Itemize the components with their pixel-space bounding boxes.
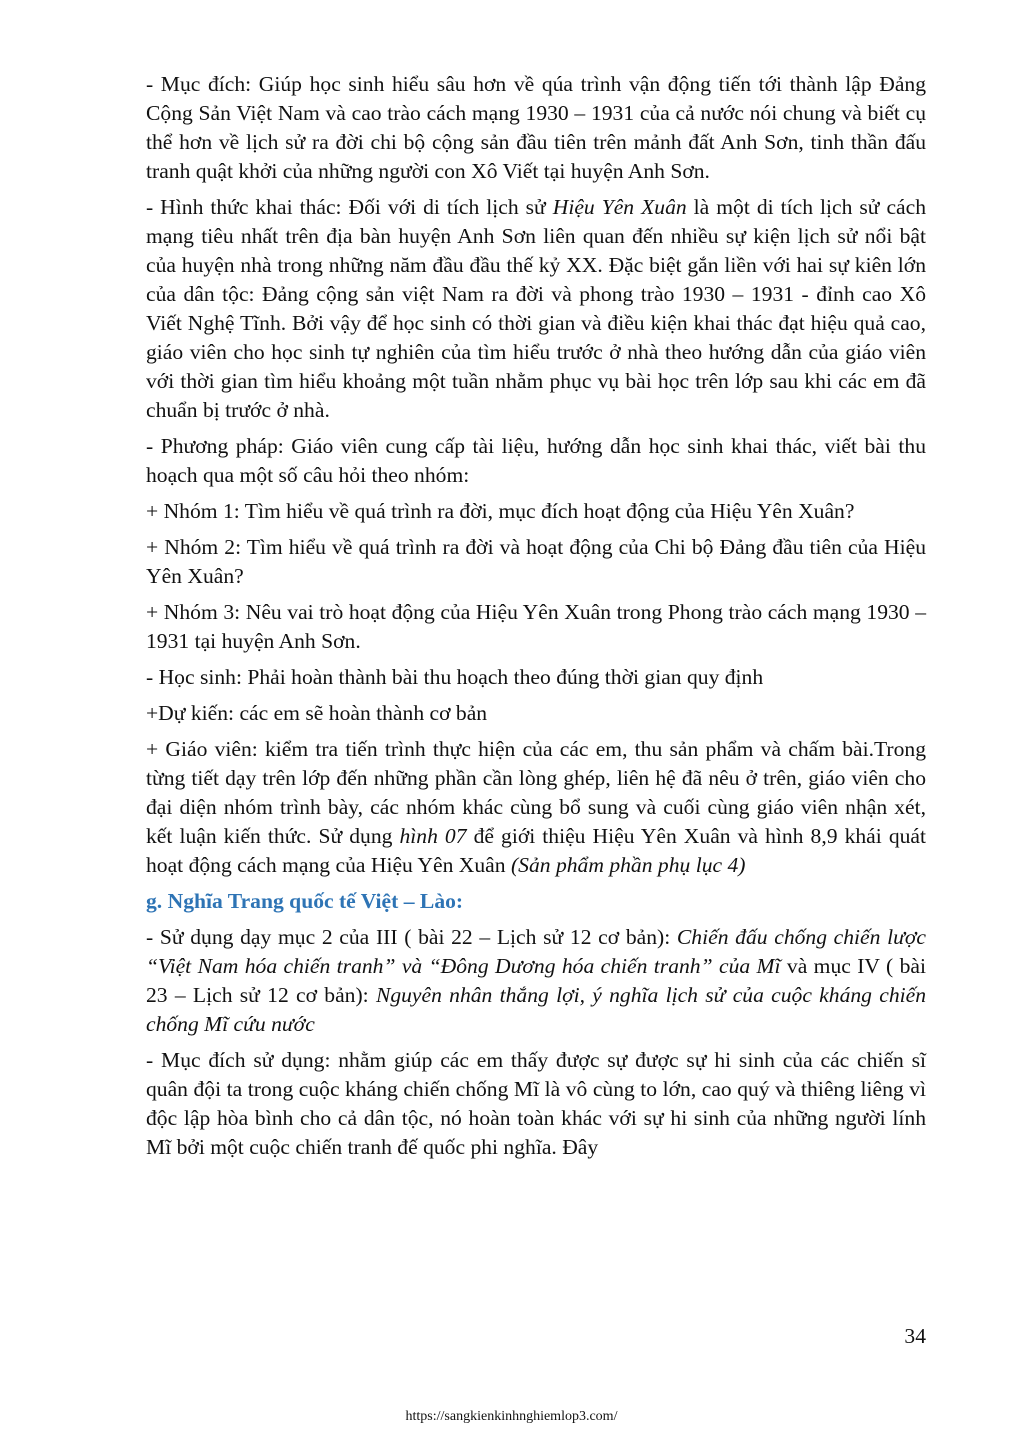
paragraph-muc-dich-su-dung — [146, 1046, 926, 1162]
paragraph-nhom-2 — [146, 533, 926, 591]
paragraph-text: - Sử dụng dạy mục 2 của III ( bài 22 – Lịch sử 12 cơ bản): — [146, 925, 677, 949]
paragraph-text: để giới thiệu Hiệu Yên Xuân và hình 8,9 khái quát hoạt động cách mạng của Hiệu Yên Xuân — [146, 824, 926, 877]
document-body — [146, 70, 926, 1169]
italic-term: Chiến đấu chống chiến lược “Việt Nam hóa chiến tranh” và “Đông Dương hóa chiến tranh” của Mĩ — [146, 925, 927, 978]
paragraph-text: + Nhóm 2: Tìm hiểu về quá trình ra đời và hoạt động của Chi bộ Đảng đầu tiên của Hiệu Yên Xuân? — [146, 535, 926, 588]
paragraph-du-kien — [146, 699, 926, 728]
paragraph-text: là một di tích lịch sử cách mạng tiêu nhất trên địa bàn huyện Anh Sơn liên quan đến nhiều sự kiện lịch sử nổi bật của huyện nhà trong những năm đầu đầu thế kỷ XX. Đặc biệt gắn liền với hai sự kiên lớn của dân tộc: Đảng cộng sản việt Nam ra đời và phong trào 1930 – 1931 - đỉnh cao Xô Viết Nghệ Tĩnh. Bởi vậy để học sinh có thời gian và điều kiện khai thác đạt hiệu quả cao, giáo viên cho học sinh tự nghiên của tìm hiểu trước ở nhà theo hướng dẫn của giáo viên với thời gian tìm hiểu khoảng một tuần nhằm phục vụ bài học trên lớp sau khi các em đã chuẩn bị trước ở nhà. — [146, 195, 926, 422]
paragraph-muc-dich — [146, 70, 926, 186]
paragraph-text: + Nhóm 3: Nêu vai trò hoạt động của Hiệu Yên Xuân trong Phong trào cách mạng 1930 – 1931 tại huyện Anh Sơn. — [146, 600, 926, 653]
paragraph-nhom-3 — [146, 598, 926, 656]
paragraph-hoc-sinh — [146, 663, 926, 692]
paragraph-text: +Dự kiến: các em sẽ hoàn thành cơ bản — [146, 701, 488, 725]
italic-term: hình 07 — [399, 824, 467, 848]
paragraph-text: - Học sinh: Phải hoàn thành bài thu hoạch theo đúng thời gian quy định — [146, 665, 764, 689]
paragraph-phuong-phap — [146, 432, 926, 490]
footer-url[interactable]: https://sangkienkinhnghiemlop3.com/ — [405, 1409, 618, 1424]
section-heading: g. Nghĩa Trang quốc tế Việt – Lào: — [146, 889, 464, 913]
paragraph-giao-vien — [146, 735, 926, 880]
italic-note: (Sản phẩm phần phụ lục 4) — [510, 853, 746, 877]
italic-term: Hiệu Yên Xuân — [552, 195, 687, 219]
paragraph-text: và mục IV ( bài 23 – Lịch sử 12 cơ bản): — [146, 954, 926, 1007]
paragraph-text: + Nhóm 1: Tìm hiểu về quá trình ra đời, mục đích hoạt động của Hiệu Yên Xuân? — [146, 499, 855, 523]
paragraph-nhom-1 — [146, 497, 926, 526]
paragraph-text: - Hình thức khai thác: Đối với di tích lịch sử — [146, 195, 553, 219]
paragraph-text: - Mục đích sử dụng: nhằm giúp các em thấy được sự được sự hi sinh của các chiến sĩ quân đội ta trong cuộc kháng chiến chống Mĩ là vô cùng to lớn, cao quý và thiêng liêng vì độc lập hòa bình cho cả dân tộc, nó hoàn toàn khác với sự hi sinh của những người lính Mĩ bởi một cuộc chiến tranh đế quốc phi nghĩa. Đây — [146, 1048, 926, 1159]
paragraph-hinh-thuc — [146, 193, 926, 425]
paragraph-text: + Giáo viên: kiểm tra tiến trình thực hiện của các em, thu sản phẩm và chấm bài.Trong từng tiết dạy trên lớp đến những phần cần lòng ghép, liên hệ đã nêu ở trên, giáo viên cho đại diện nhóm trình bày, các nhóm khác cùng bổ sung và cuối cùng giáo viên nhận xét, kết luận kiến thức. Sử dụng — [146, 737, 926, 848]
paragraph-text: - Mục đích: Giúp học sinh hiểu sâu hơn về qúa trình vận động tiến tới thành lập Đảng Cộng Sản Việt Nam và cao trào cách mạng 1930 – 1931 của cả nước nói chung và biết cụ thể hơn về lịch sử ra đời chi bộ cộng sản đầu tiên trên mảnh đất Anh Sơn, tinh thần đấu tranh quật khởi của những người con Xô Viết tại huyện Anh Sơn. — [146, 72, 926, 183]
italic-term: Nguyên nhân thắng lợi, ý nghĩa lịch sử của cuộc kháng chiến chống Mĩ cứu nước — [146, 983, 926, 1036]
paragraph-text: - Phương pháp: Giáo viên cung cấp tài liệu, hướng dẫn học sinh khai thác, viết bài thu hoạch qua một số câu hỏi theo nhóm: — [146, 434, 926, 487]
paragraph-su-dung — [146, 923, 926, 1039]
page-number: 34 — [904, 1324, 926, 1348]
